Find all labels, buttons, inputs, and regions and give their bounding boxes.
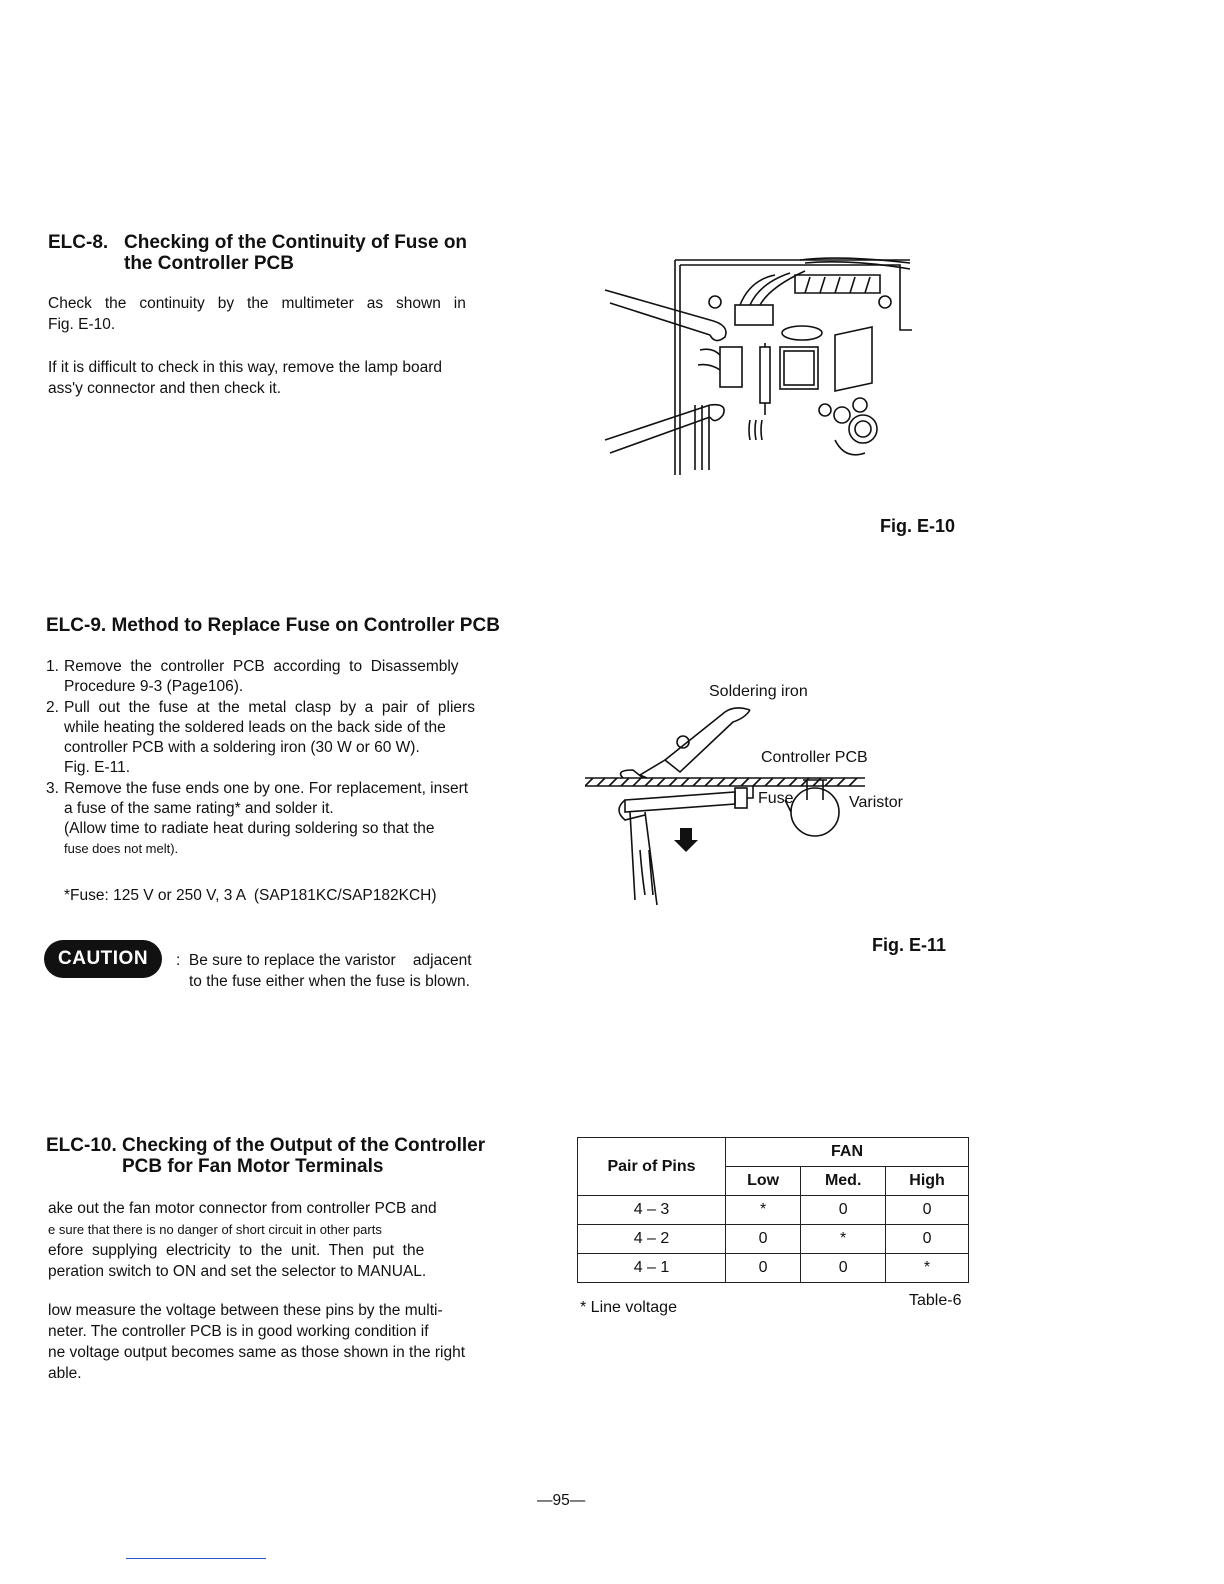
elc9-step-1-line1: Remove the controller PCB according to Disassembly <box>64 658 459 675</box>
table-cell-pins: 4 – 2 <box>578 1225 726 1254</box>
elc10-para1-line4: peration switch to ON and set the selector to MANUAL. <box>48 1263 427 1280</box>
elc9-step-3-line4: fuse does not melt). <box>64 841 179 856</box>
elc8-title-line2: the Controller PCB <box>124 253 294 274</box>
elc9-step-2 <box>46 698 526 778</box>
table-cell-low: * <box>726 1196 801 1225</box>
table-cell-high: 0 <box>886 1196 969 1225</box>
elc9-step-3-line3: (Allow time to radiate heat during soldering so that the <box>64 820 435 837</box>
elc8-para1 <box>48 293 528 335</box>
elc9-step-2-line3: controller PCB with a soldering iron (30 W or 60 W). <box>64 739 420 756</box>
table-cell-pins: 4 – 1 <box>578 1254 726 1283</box>
fig-e10-caption: Fig. E-10 <box>880 516 956 536</box>
elc9-step-3-number: 3. <box>46 780 59 797</box>
caution-text-line1: : Be sure to replace the varistor adjacent <box>176 952 472 969</box>
elc8-number: ELC-8. <box>48 232 109 253</box>
caution-text <box>176 950 536 992</box>
table-header-fan: FAN <box>726 1138 969 1167</box>
label-controller-pcb: Controller PCB <box>761 749 868 766</box>
elc9-step-3 <box>46 779 526 859</box>
elc9-step-2-line1: Pull out the fuse at the metal clasp by a pair of pliers <box>64 699 475 716</box>
elc10-title-line2: PCB for Fan Motor Terminals <box>122 1156 384 1177</box>
fig-e11-illustration <box>585 700 885 915</box>
table-row <box>578 1225 969 1254</box>
table-cell-med: * <box>801 1225 886 1254</box>
page-number: —95— <box>537 1492 586 1509</box>
table-caption: Table-6 <box>909 1292 962 1309</box>
elc10-para2-line4: able. <box>48 1365 82 1382</box>
elc9-steps <box>46 657 526 860</box>
fig-e11-caption: Fig. E-11 <box>872 935 947 955</box>
label-fuse: Fuse <box>758 790 794 807</box>
table-row <box>578 1196 969 1225</box>
elc9-step-2-line2: while heating the soldered leads on the back side of the <box>64 719 446 736</box>
elc10-heading <box>46 1135 586 1177</box>
table-6 <box>577 1137 969 1283</box>
table-cell-low: 0 <box>726 1254 801 1283</box>
elc9-step-3-line2: a fuse of the same rating* and solder it. <box>64 800 334 817</box>
elc9-step-3-line1: Remove the fuse ends one by one. For replacement, insert <box>64 780 469 797</box>
elc9-step-2-number: 2. <box>46 699 59 716</box>
elc9-step-1-line2: Procedure 9-3 (Page106). <box>64 678 244 695</box>
elc8-para2-line2: ass'y connector and then check it. <box>48 380 282 397</box>
table-cell-med: 0 <box>801 1196 886 1225</box>
elc10-number: ELC-10. <box>46 1135 117 1156</box>
fuse-rating-note: *Fuse: 125 V or 250 V, 3 A (SAP181KC/SAP182KCH) <box>64 887 437 904</box>
elc10-para1-line2: e sure that there is no danger of short circuit in other parts <box>48 1222 382 1237</box>
elc8-para2-line1: If it is difficult to check in this way, remove the lamp board <box>48 359 442 376</box>
table-header-med: Med. <box>801 1167 886 1196</box>
elc8-para1-line2: Fig. E-10. <box>48 316 116 333</box>
table-header-low: Low <box>726 1167 801 1196</box>
label-soldering-iron: Soldering iron <box>709 683 808 700</box>
elc9-heading: ELC-9. Method to Replace Fuse on Controller PCB <box>46 615 500 636</box>
table-row <box>578 1254 969 1283</box>
divider-line <box>126 1558 266 1559</box>
elc10-para2-line2: neter. The controller PCB is in good working condition if <box>48 1323 429 1340</box>
fig-e10-illustration <box>600 255 920 480</box>
elc9-step-2-line4: Fig. E-11. <box>64 759 131 776</box>
table-cell-high: * <box>886 1254 969 1283</box>
table-cell-med: 0 <box>801 1254 886 1283</box>
table-header-pair-of-pins: Pair of Pins <box>578 1138 726 1196</box>
elc10-para1-line3: efore supplying electricity to the unit. Then put the <box>48 1242 425 1259</box>
table-cell-low: 0 <box>726 1225 801 1254</box>
elc10-para1 <box>48 1198 528 1282</box>
table-cell-high: 0 <box>886 1225 969 1254</box>
label-varistor: Varistor <box>849 794 903 811</box>
elc8-title-line1: Checking of the Continuity of Fuse on <box>124 232 468 253</box>
elc9-step-1 <box>46 657 526 697</box>
table-footnote: * Line voltage <box>580 1299 677 1316</box>
caution-text-line2: to the fuse either when the fuse is blown. <box>189 973 470 990</box>
elc8-heading <box>48 232 568 274</box>
elc8-para2 <box>48 357 528 399</box>
elc10-para2 <box>48 1300 528 1384</box>
elc10-para2-line3: ne voltage output becomes same as those shown in the right <box>48 1344 466 1361</box>
elc10-para2-line1: low measure the voltage between these pins by the multi- <box>48 1302 443 1319</box>
table-cell-pins: 4 – 3 <box>578 1196 726 1225</box>
elc8-para1-line1: Check the continuity by the multimeter as shown in <box>48 295 466 312</box>
elc9-step-1-number: 1. <box>46 658 59 675</box>
caution-badge: CAUTION <box>44 940 162 978</box>
elc10-para1-line1: ake out the fan motor connector from controller PCB and <box>48 1200 437 1217</box>
elc10-title-line1: Checking of the Output of the Controller <box>122 1135 486 1156</box>
table-header-high: High <box>886 1167 969 1196</box>
